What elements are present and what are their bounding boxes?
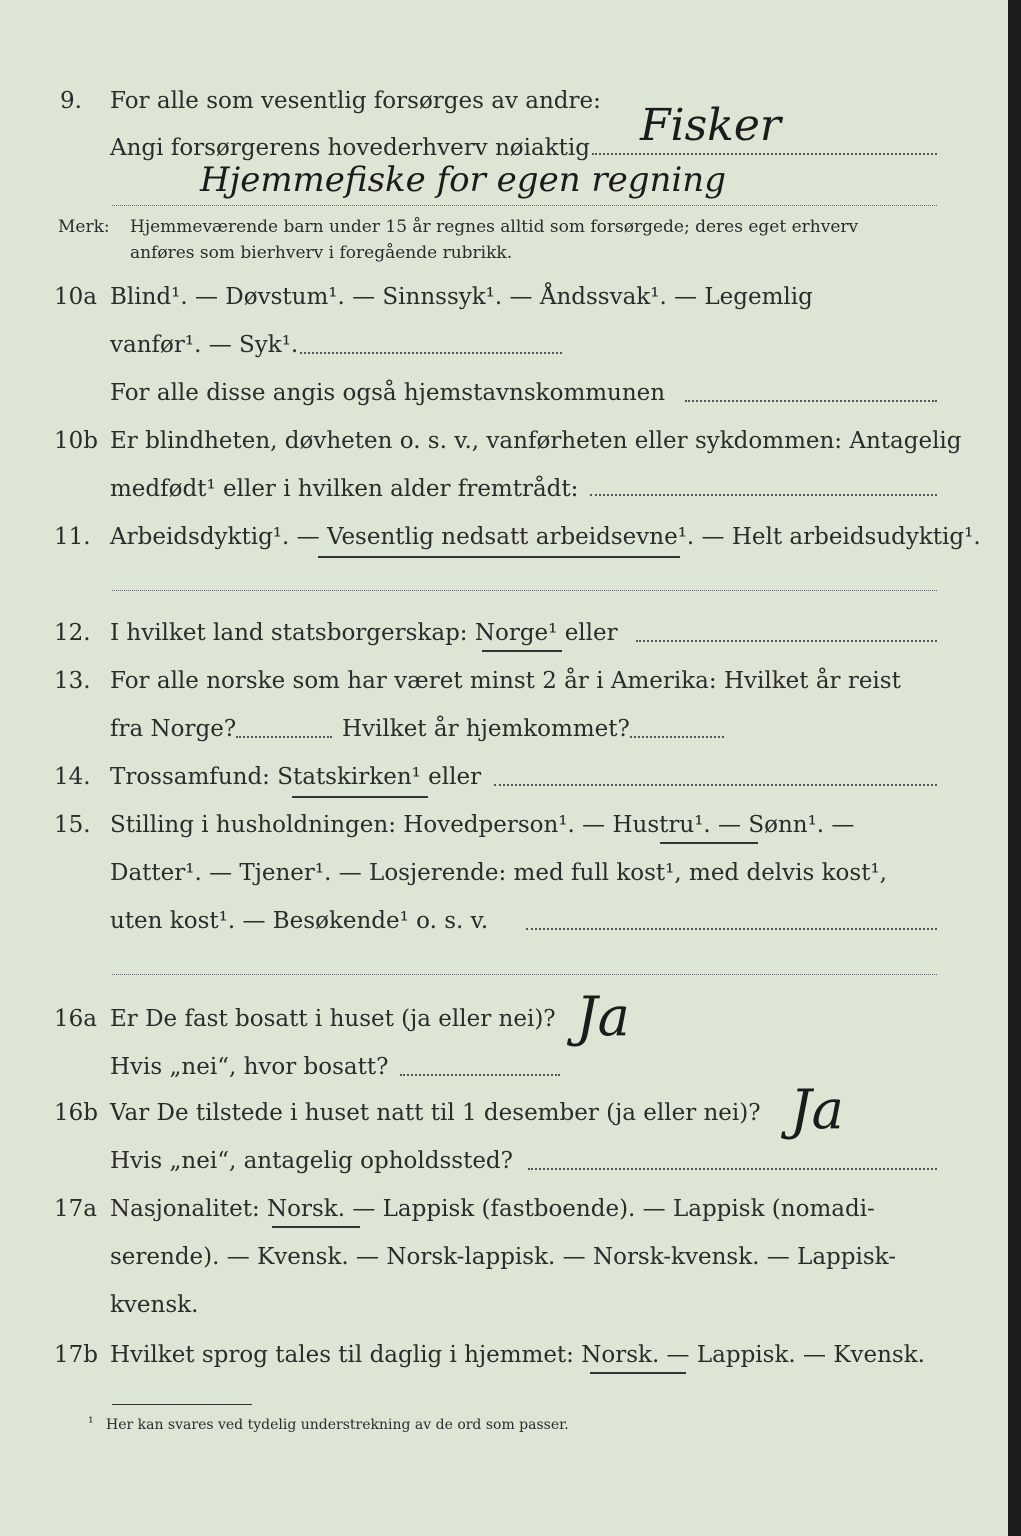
q16b-number: 16b <box>54 1100 98 1126</box>
q14-underline-mark <box>292 796 428 798</box>
q15-line2: Datter¹. — Tjener¹. — Losjerende: med full kost¹, med delvis kost¹, <box>110 860 887 886</box>
q12-fill-line <box>636 640 937 642</box>
q10b-fill-line <box>590 494 937 496</box>
q17a-number: 17a <box>54 1196 97 1222</box>
q10a-fill-line2 <box>685 400 937 402</box>
q9-number: 9. <box>60 88 82 114</box>
q11-line1: Arbeidsdyktig¹. — Vesentlig nedsatt arbeidsevne¹. — Helt arbeidsudyktig¹. <box>110 524 981 550</box>
q11-underline-mark <box>318 556 680 558</box>
q12-line1: I hvilket land statsborgerskap: Norge¹ eller <box>110 620 618 646</box>
q13-line2a: fra Norge? <box>110 716 237 742</box>
q17a-underline-mark <box>272 1226 360 1228</box>
q15-separator <box>112 974 937 975</box>
merk-line2: anføres som bierhverv i foregående rubrikk. <box>130 243 513 263</box>
q17a-line3: kvensk. <box>110 1292 199 1318</box>
q11-separator <box>112 590 937 591</box>
q9-line2: Angi forsørgerens hovederhverv nøiaktig <box>110 135 590 161</box>
q10a-number: 10a <box>54 284 97 310</box>
q16b-handwritten-answer: Ja <box>790 1078 844 1141</box>
q16b-line1: Var De tilstede i huset natt til 1 desember (ja eller nei)? <box>110 1100 761 1126</box>
q17b-line1: Hvilket sprog tales til daglig i hjemmet: Norsk. — Lappisk. — Kvensk. <box>110 1342 925 1368</box>
q9-line1: For alle som vesentlig forsørges av andre: <box>110 88 601 114</box>
footnote-mark: ¹ <box>88 1415 94 1431</box>
q9-fill-line <box>592 153 937 155</box>
q13-line2b: Hvilket år hjemkommet? <box>342 716 630 742</box>
q10a-fill-line <box>300 352 562 354</box>
q14-line1: Trossamfund: Statskirken¹ eller <box>110 764 482 790</box>
q16a-fill-line <box>400 1074 560 1076</box>
q15-fill-line <box>526 928 937 930</box>
q16a-handwritten-answer: Ja <box>576 985 630 1048</box>
q16a-line2: Hvis „nei“, hvor bosatt? <box>110 1054 389 1080</box>
q17b-number: 17b <box>54 1342 98 1368</box>
q14-number: 14. <box>54 764 91 790</box>
q13-line1: For alle norske som har været minst 2 år i Amerika: Hvilket år reist <box>110 668 901 694</box>
q12-underline-mark <box>482 650 562 652</box>
q17a-line2: serende). — Kvensk. — Norsk-lappisk. — Norsk-kvensk. — Lappisk- <box>110 1244 896 1270</box>
q13-fill-line2 <box>630 736 724 738</box>
q17a-line1: Nasjonalitet: Norsk. — Lappisk (fastboende). — Lappisk (nomadi- <box>110 1196 875 1222</box>
q13-number: 13. <box>54 668 91 694</box>
q16a-number: 16a <box>54 1006 97 1032</box>
q11-number: 11. <box>54 524 91 550</box>
q15-line1: Stilling i husholdningen: Hovedperson¹. — Hustru¹. — Sønn¹. — <box>110 812 855 838</box>
q9-handwritten-answer1: Fisker <box>640 100 781 151</box>
q16a-line1: Er De fast bosatt i huset (ja eller nei)? <box>110 1006 556 1032</box>
q9-fill-line2 <box>112 205 937 206</box>
q10a-line1: Blind¹. — Døvstum¹. — Sinnssyk¹. — Åndssvak¹. — Legemlig <box>110 284 813 310</box>
q17b-underline-mark <box>590 1372 686 1374</box>
q16b-fill-line <box>528 1168 937 1170</box>
q15-underline-mark <box>660 842 758 844</box>
page-edge <box>1008 0 1021 1536</box>
q10a-line2: vanfør¹. — Syk¹. <box>110 332 299 358</box>
q10b-line1: Er blindheten, døvheten o. s. v., vanførheten eller sykdommen: Antagelig <box>110 428 962 454</box>
q9-handwritten-answer2: Hjemmefiske for egen regning <box>200 160 726 200</box>
footnote-separator <box>112 1404 252 1405</box>
q13-fill-line1 <box>236 736 332 738</box>
q15-line3: uten kost¹. — Besøkende¹ o. s. v. <box>110 908 489 934</box>
merk-line1: Hjemmeværende barn under 15 år regnes alltid som forsørgede; deres eget erhverv <box>130 217 859 237</box>
merk-label: Merk: <box>58 217 110 237</box>
q10a-line3: For alle disse angis også hjemstavnskommunen <box>110 380 666 406</box>
q10b-number: 10b <box>54 428 98 454</box>
q14-fill-line <box>494 784 937 786</box>
q12-number: 12. <box>54 620 91 646</box>
footnote-text: Her kan svares ved tydelig understrekning av de ord som passer. <box>106 1417 569 1433</box>
q16b-line2: Hvis „nei“, antagelig opholdssted? <box>110 1148 513 1174</box>
q10b-line2: medfødt¹ eller i hvilken alder fremtrådt: <box>110 476 579 502</box>
q15-number: 15. <box>54 812 91 838</box>
